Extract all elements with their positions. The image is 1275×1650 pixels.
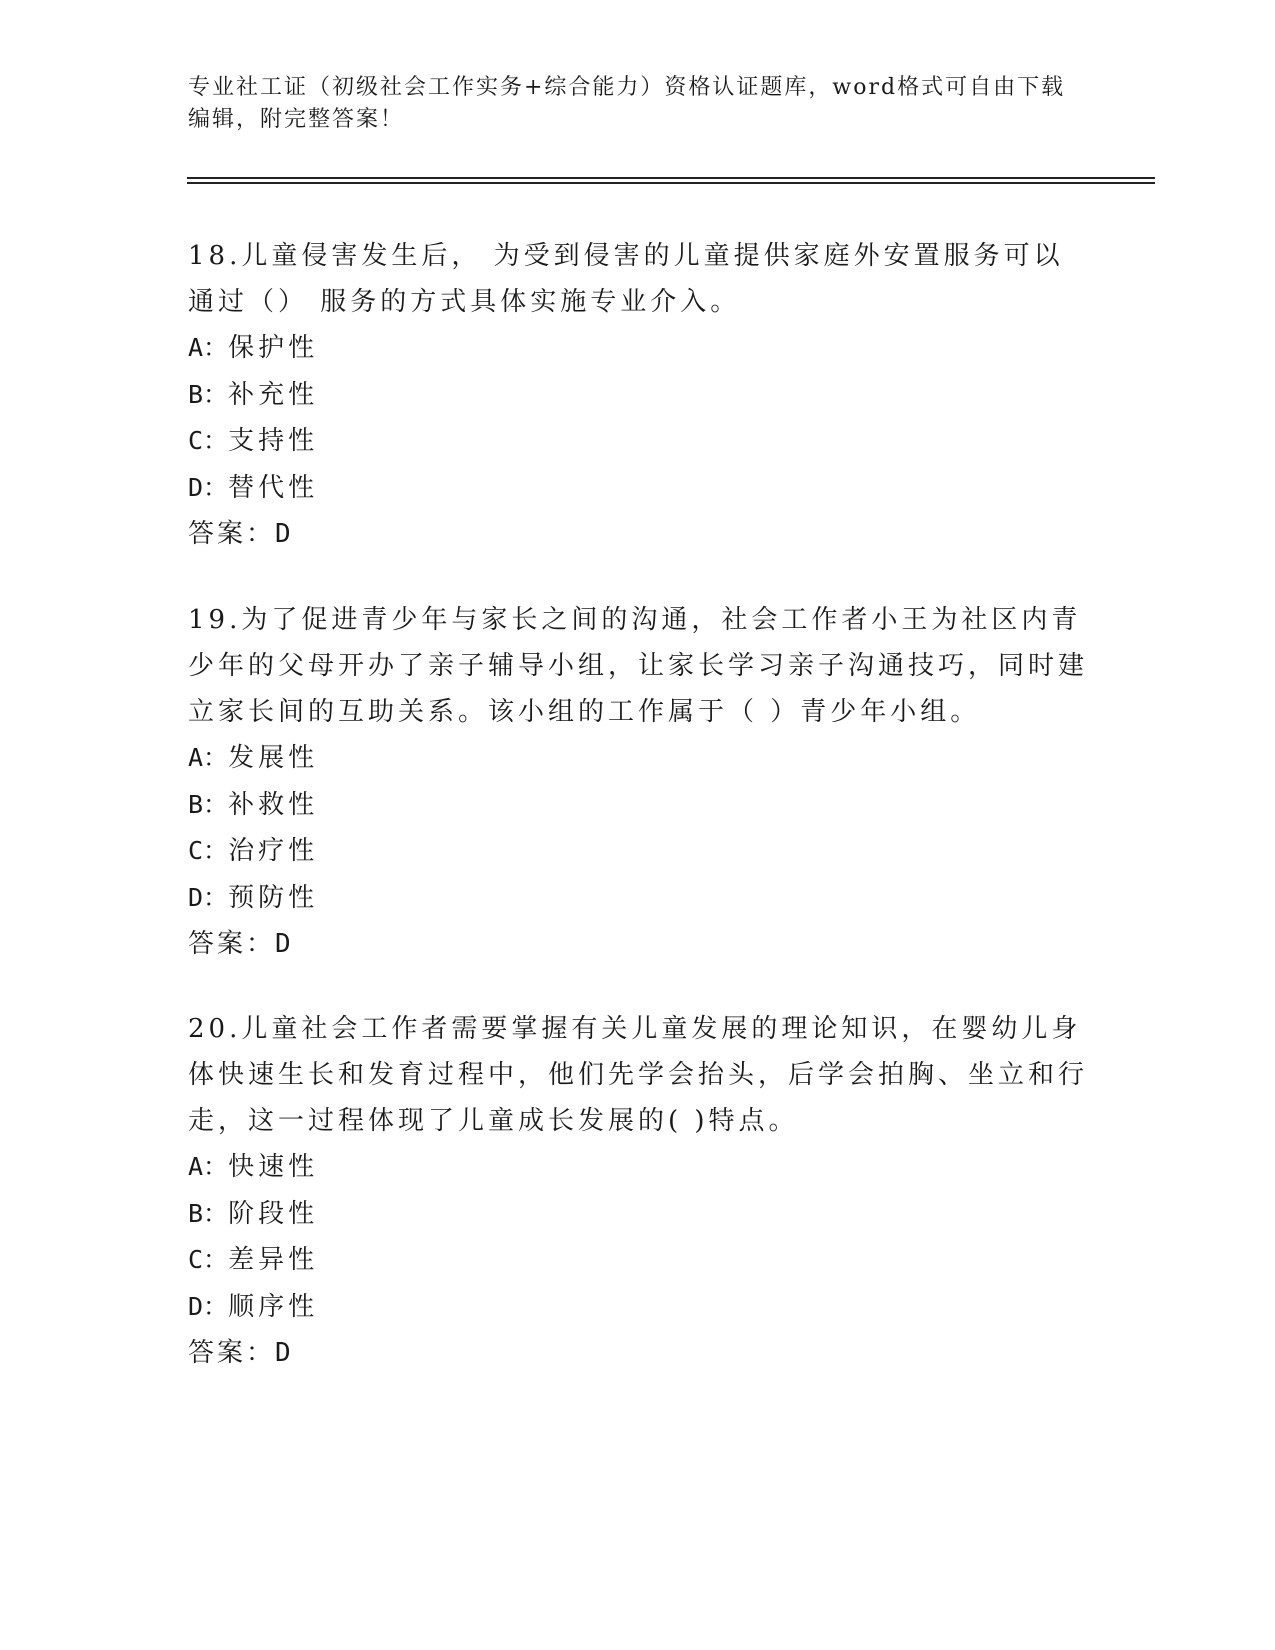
header-text: 专业社工证（初级社会工作实务+综合能力）资格认证题库，word格式可自由下载编辑，附完整答案！ (188, 75, 1066, 132)
option-letter: D： (188, 1291, 229, 1321)
option-d (188, 1284, 1088, 1331)
option-letter: B： (188, 1198, 229, 1228)
option-letter: A： (188, 743, 229, 772)
option-text: 快速性 (228, 1152, 319, 1182)
question-stem: 18.儿童侵害发生后， 为受到侵害的儿童提供家庭外安置服务可以通过（） 服务的方式具体实施专业介入。 (188, 241, 1064, 317)
option-letter: D： (188, 472, 229, 502)
question-18 (188, 233, 1088, 557)
answer-line (188, 921, 1088, 967)
answer-value: D (275, 929, 291, 959)
question-stem: 20.儿童社会工作者需要掌握有关儿童发展的理论知识，在婴幼儿身体快速生长和发育过程中，他们先学会抬头，后学会拍胸、坐立和行走，这一过程体现了儿童成长发展的( )特点。 (188, 1014, 1089, 1136)
option-c (188, 828, 1088, 875)
header-divider-bottom (187, 182, 1155, 184)
answer-label: 答案： (188, 519, 276, 549)
option-d (188, 465, 1088, 512)
option-letter: A： (188, 333, 229, 362)
option-letter: C： (188, 1245, 229, 1274)
option-letter: A： (188, 1152, 229, 1181)
option-letter: C： (188, 836, 229, 865)
answer-line (188, 511, 1088, 557)
option-c (188, 1237, 1088, 1284)
answer-label: 答案： (188, 929, 276, 959)
option-a (188, 325, 1088, 372)
option-d (188, 875, 1088, 922)
option-text: 治疗性 (228, 836, 319, 866)
option-text: 补充性 (228, 379, 319, 410)
option-b (188, 782, 1088, 829)
option-text: 发展性 (228, 743, 319, 773)
question-stem: 19.为了促进青少年与家长之间的沟通，社会工作者小王为社区内青少年的父母开办了亲子辅导小组，让家长学习亲子沟通技巧，同时建立家长间的互助关系。该小组的工作属于（ ）青少年小组。 (188, 605, 1089, 727)
option-text: 补救性 (228, 789, 319, 820)
option-letter: B： (188, 379, 229, 409)
option-b (188, 1191, 1088, 1238)
option-letter: B： (188, 789, 229, 819)
option-text: 支持性 (228, 426, 319, 456)
option-c (188, 418, 1088, 465)
answer-label: 答案： (188, 1338, 276, 1368)
answer-line (188, 1330, 1088, 1376)
question-19 (188, 597, 1088, 967)
option-a (188, 735, 1088, 782)
option-a (188, 1144, 1088, 1191)
option-text: 替代性 (228, 472, 319, 503)
option-letter: C： (188, 426, 229, 455)
option-text: 预防性 (228, 882, 319, 913)
option-text: 保护性 (228, 333, 319, 363)
option-text: 顺序性 (228, 1291, 319, 1322)
header-divider-top (187, 177, 1155, 179)
answer-value: D (275, 519, 291, 549)
option-b (188, 372, 1088, 419)
option-letter: D： (188, 882, 229, 912)
answer-value: D (275, 1338, 291, 1368)
option-text: 差异性 (228, 1245, 319, 1275)
document-header (188, 72, 1088, 136)
question-20 (188, 1006, 1088, 1376)
option-text: 阶段性 (228, 1198, 319, 1229)
